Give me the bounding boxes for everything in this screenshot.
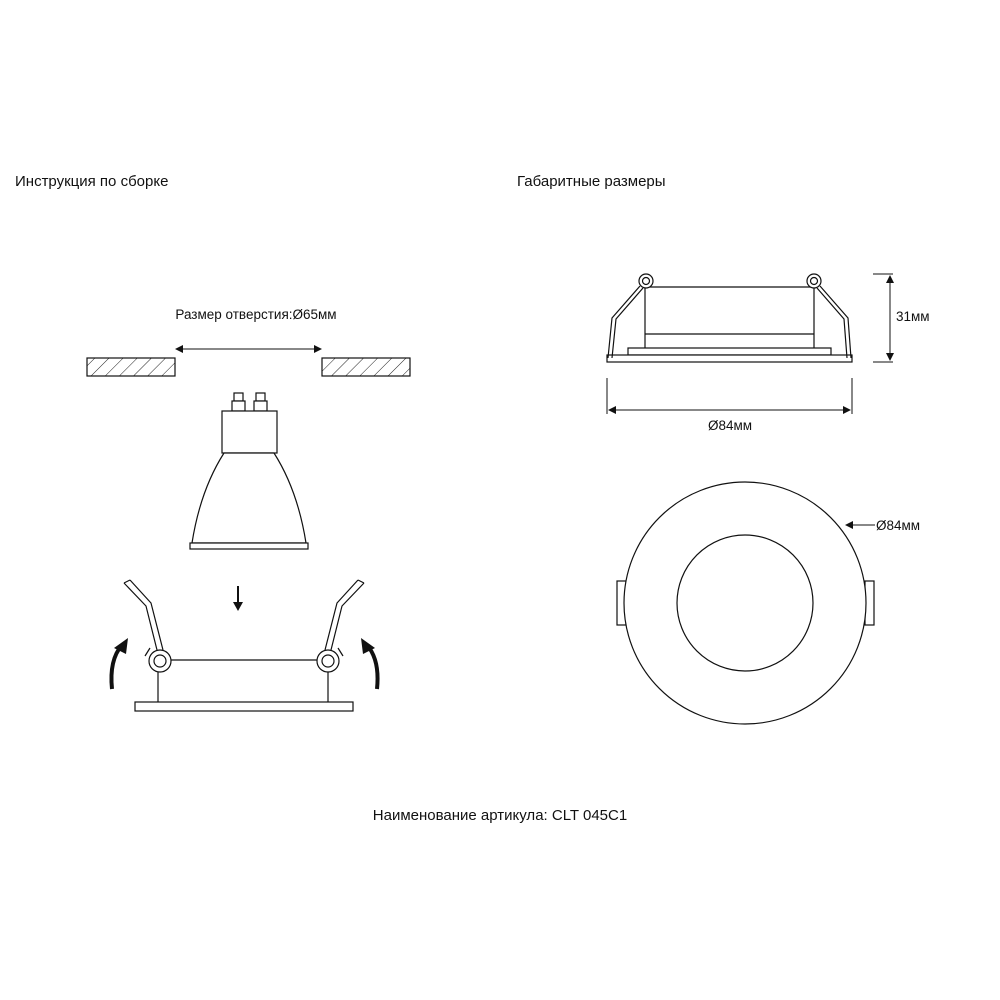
gu10-lamp (190, 393, 308, 549)
hole-size-label: Размер отверстия:Ø65мм (175, 307, 337, 322)
rotate-arrow-right-icon (361, 638, 378, 689)
width-dimension (607, 378, 852, 414)
top-view (617, 482, 874, 724)
height-label: 31мм (896, 309, 930, 324)
article-name-label: Наименование артикула: CLT 045C1 (372, 807, 628, 824)
width-label: Ø84мм (707, 418, 753, 433)
ceiling-panel-left (87, 358, 175, 376)
assembly-heading: Инструкция по сборке (15, 173, 169, 190)
ceiling-panel-right (322, 358, 410, 376)
ceiling-cutout (87, 349, 410, 376)
dimensions-heading: Габаритные размеры (517, 173, 666, 190)
spring-clip-right (317, 580, 364, 672)
top-view-diameter-label: Ø84мм (876, 518, 921, 533)
side-view (607, 274, 852, 362)
spring-clip-left (124, 580, 171, 672)
height-dimension (873, 274, 893, 362)
insert-down-arrow-icon (233, 586, 243, 611)
rotate-arrow-left-icon (111, 638, 128, 689)
